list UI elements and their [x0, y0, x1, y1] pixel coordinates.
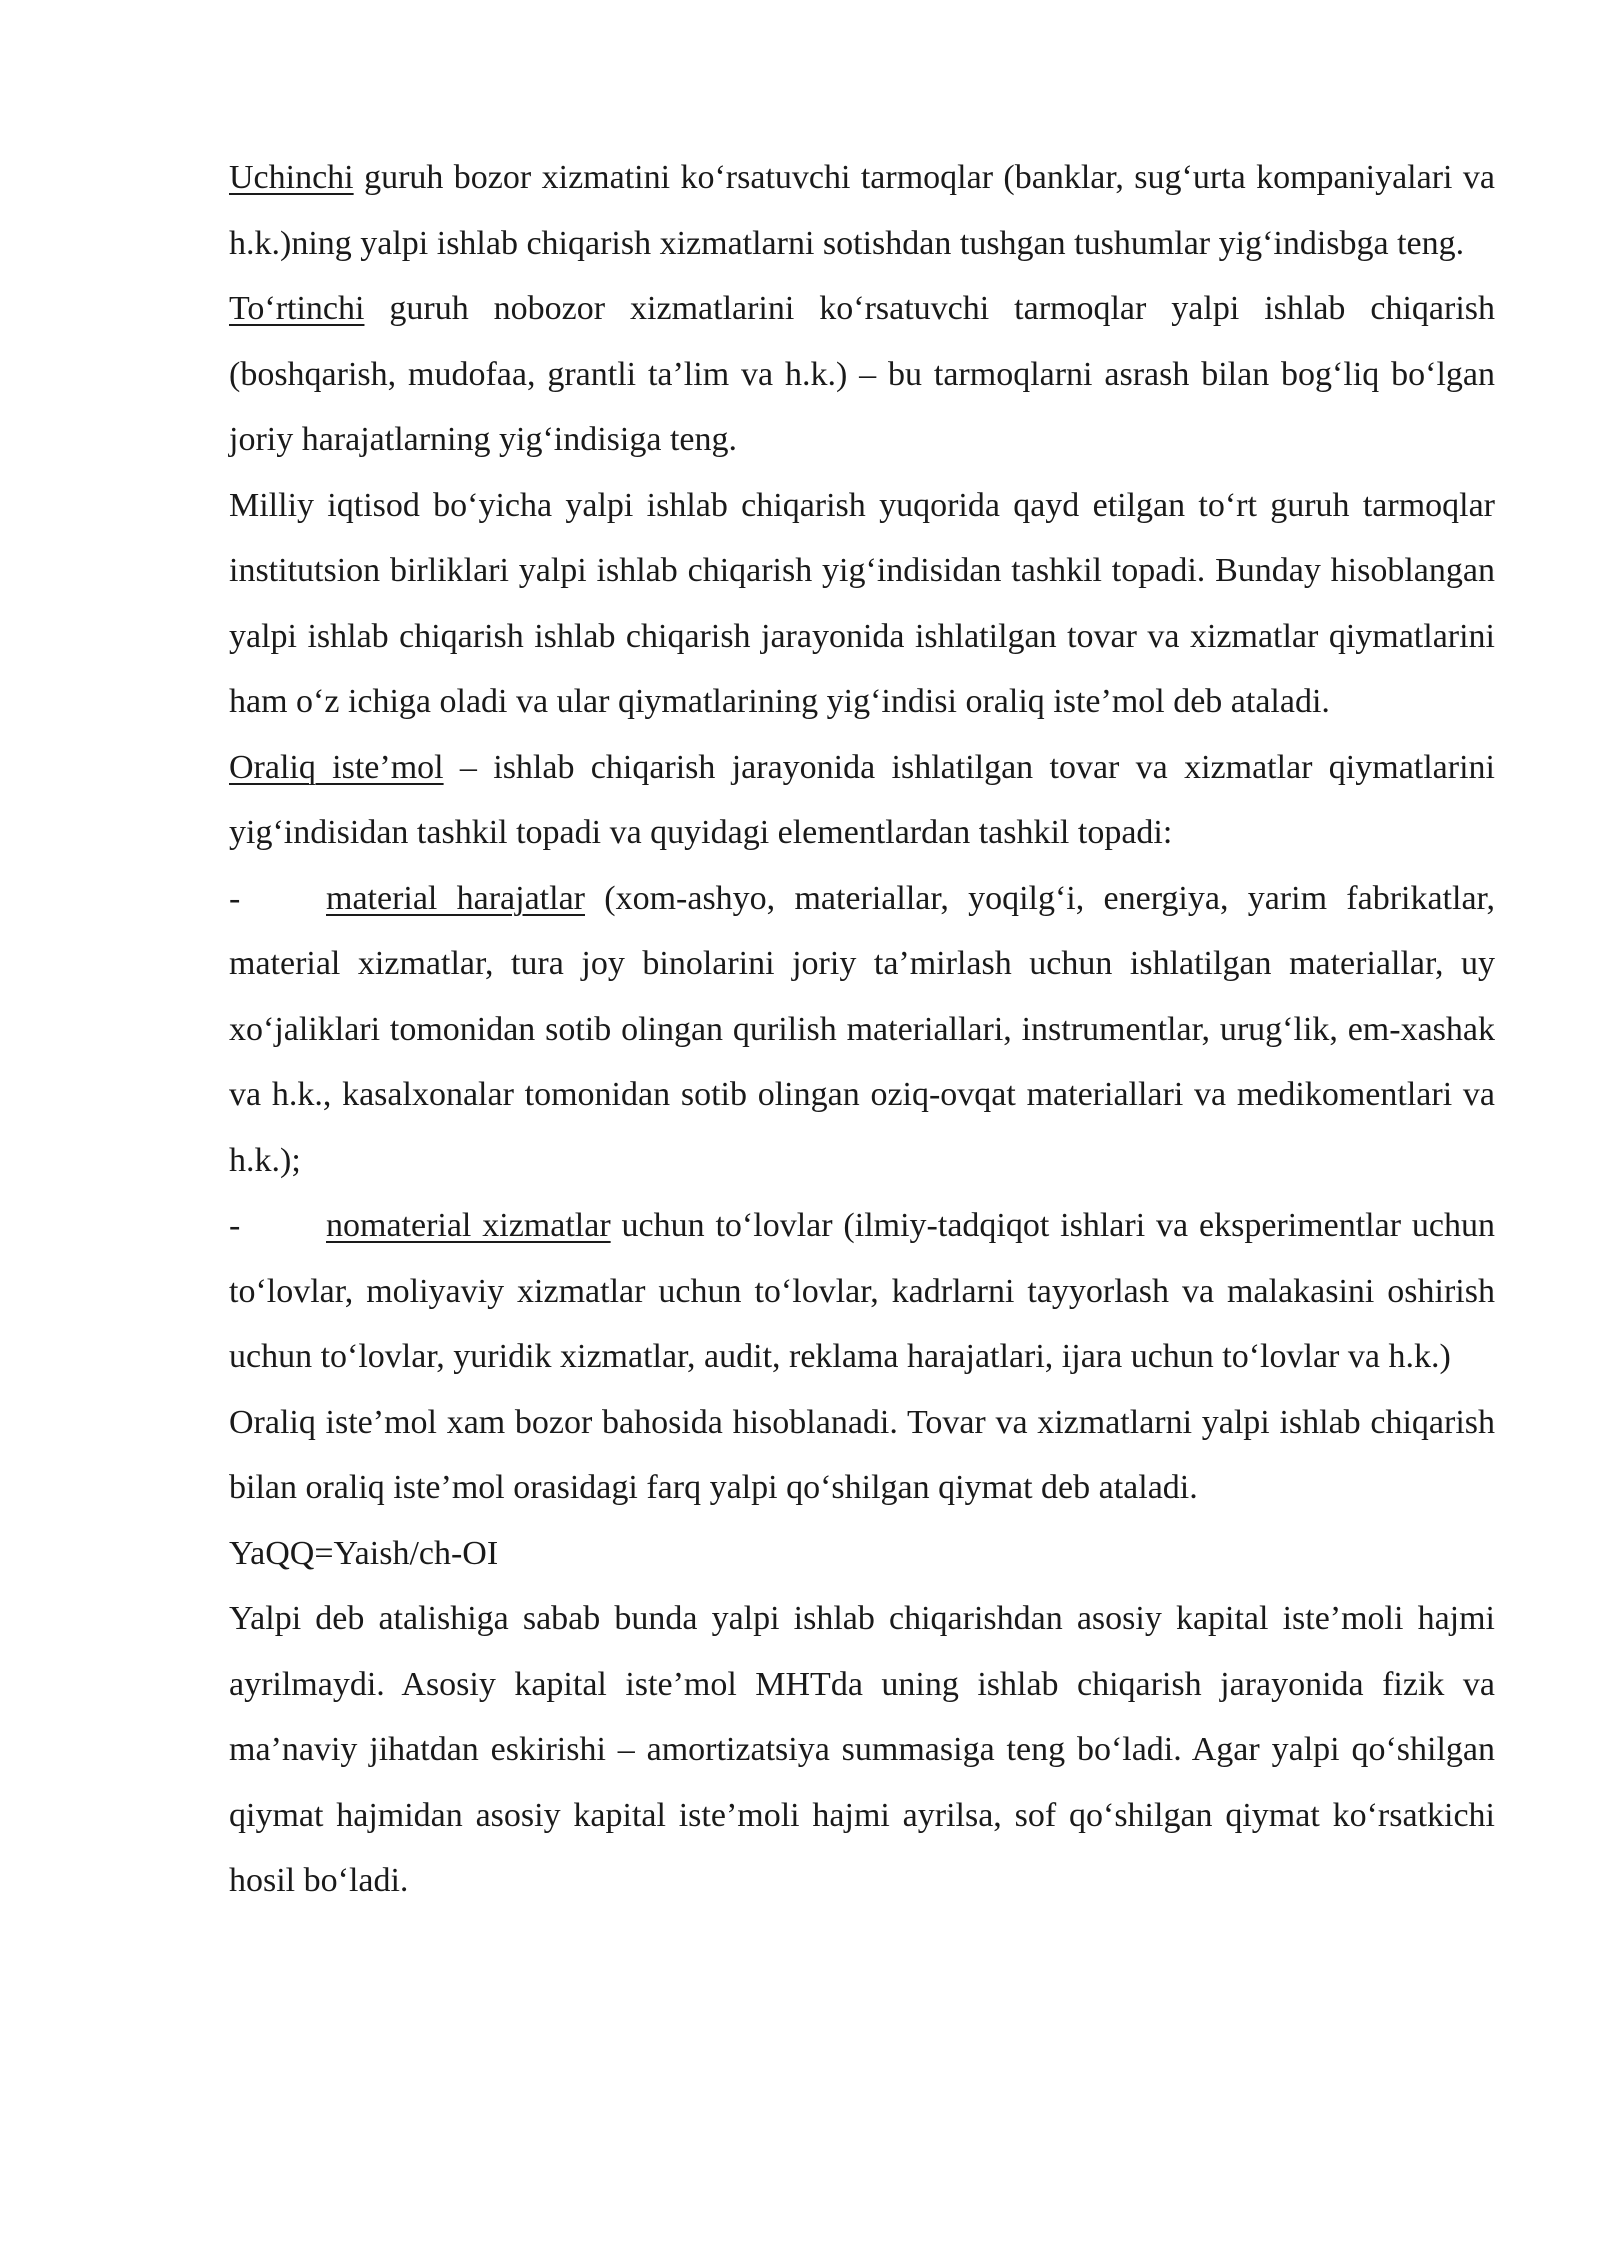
paragraph-fourth-group — [229, 276, 1495, 473]
term-nomaterial-xizmatlar: nomaterial xizmatlar — [326, 1207, 611, 1244]
paragraph-text: – ishlab chiqarish jarayonida ishlatilgan tovar va xizmatlar qiymatlarini yig‘indisidan tashkil topadi va quyidagi elementlardan tashkil topadi: — [229, 748, 1495, 851]
list-item-text: (xom-ashyo, materiallar, yoqilg‘i, energiya, yarim fabrikatlar, material xizmatlar, tura joy binolarini joriy ta’mirlash uchun ishlatilgan materiallar, uy xo‘jaliklari tomonidan sotib olingan qurilish materiallari, instrumentlar, urug‘lik, em-xashak va h.k., kasalxonalar tomonidan sotib olingan oziq-ovqat materiallari va medikomentlari va h.k.); — [229, 879, 1495, 1179]
list-dash: - — [229, 1207, 241, 1244]
list-item-nonmaterial-services — [229, 1193, 1495, 1390]
paragraph-text: Milliy iqtisod bo‘yicha yalpi ishlab chiqarish yuqorida qayd etilgan to‘rt guruh tarmoqlar institutsion birliklari yalpi ishlab chiqarish yig‘indisidan tashkil topadi. Bunday hisoblangan yalpi ishlab chiqarish ishlab chiqarish jarayonida ishlatilgan tovar va xizmatlar qiymatlarini ham o‘z ichiga oladi va ular qiymatlarining yig‘indisi oraliq iste’mol deb ataladi. — [229, 486, 1495, 720]
list-item-text: uchun to‘lovlar (ilmiy-tadqiqot ishlari va eksperimentlar uchun to‘lovlar, moliyaviy xizmatlar uchun to‘lovlar, kadrlarni tayyorlash va malakasini oshirish uchun to‘lovlar, yuridik xizmatlar, audit, reklama harajatlari, ijara uchun to‘lovlar va h.k.) — [229, 1207, 1495, 1375]
paragraph-gross-value-added — [229, 1390, 1495, 1521]
term-uchinchi: Uchinchi — [229, 159, 354, 196]
paragraph-intermediate-consumption — [229, 735, 1495, 866]
list-item-material-costs — [229, 866, 1495, 1194]
formula-yaqq: YaQQ=Yaish/ch-OI — [229, 1534, 499, 1572]
term-material-harajatlar: material harajatlar — [326, 879, 585, 917]
paragraph-gross-explanation — [229, 1586, 1495, 1914]
list-dash: - — [229, 879, 241, 917]
paragraph-text: guruh nobozor xizmatlarini ko‘rsatuvchi tarmoqlar yalpi ishlab chiqarish (boshqarish, mudofaa, grantli ta’lim va h.k.) – bu tarmoqlarni asrash bilan bog‘liq bo‘lgan joriy harajatlarning yig‘indisiga teng. — [229, 290, 1495, 458]
term-tortinchi: To‘rtinchi — [229, 290, 365, 327]
term-oraliq-istemol: Oraliq iste’mol — [229, 748, 444, 786]
paragraph-third-group — [229, 145, 1495, 276]
paragraph-text: Yalpi deb atalishiga sabab bunda yalpi ishlab chiqarishdan asosiy kapital iste’moli hajmi ayrilmaydi. Asosiy kapital iste’mol MHTda uning ishlab chiqarish jarayonida fizik va ma’naviy jihatdan eskirishi – amortizatsiya summasiga teng bo‘ladi. Agar yalpi qo‘shilgan qiymat hajmidan asosiy kapital iste’moli hajmi ayrilsa, sof qo‘shilgan qiymat ko‘rsatkichi hosil bo‘ladi. — [229, 1600, 1495, 1899]
document-body — [229, 145, 1495, 1914]
paragraph-text: guruh bozor xizmatini ko‘rsatuvchi tarmoqlar (banklar, sug‘urta kompaniyalari va h.k.)ning yalpi ishlab chiqarish xizmatlarni sotishdan tushgan tushumlar yig‘indisbga teng. — [229, 159, 1495, 262]
paragraph-text: Oraliq iste’mol xam bozor bahosida hisoblanadi. Tovar va xizmatlarni yalpi ishlab chiqarish bilan oraliq iste’mol orasidagi farq yalpi qo‘shilgan qiymat deb ataladi. — [229, 1403, 1495, 1506]
paragraph-national-output — [229, 473, 1495, 735]
